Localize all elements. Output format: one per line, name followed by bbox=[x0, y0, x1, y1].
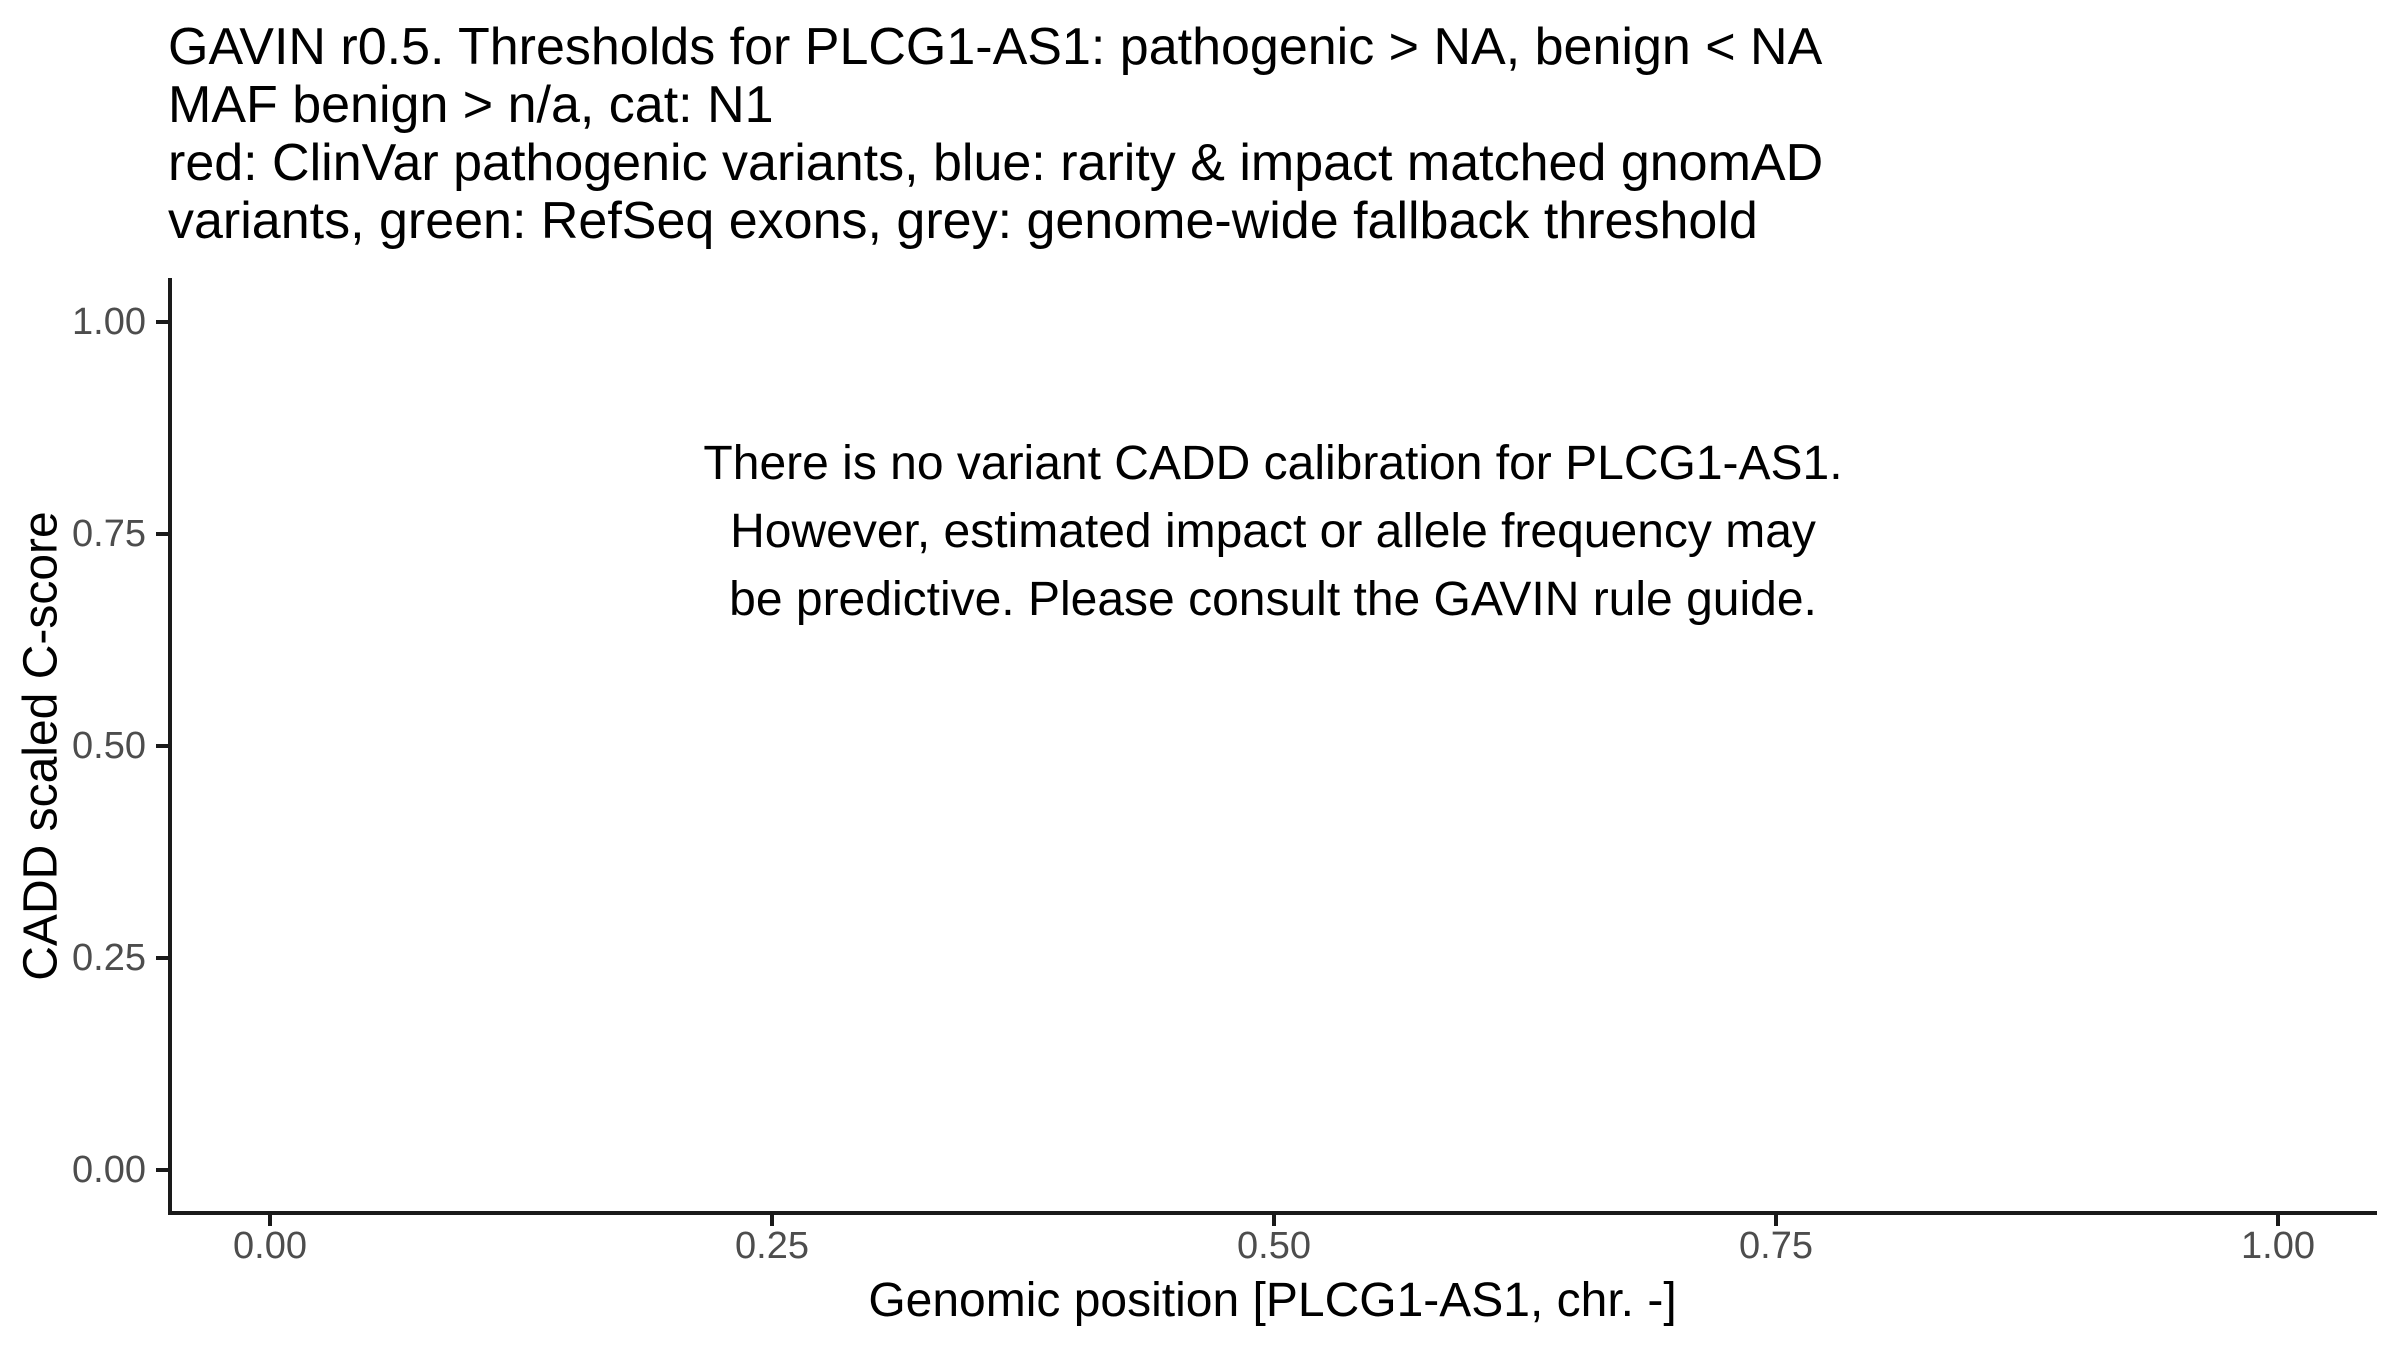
y-axis-tick-label: 0.25 bbox=[72, 937, 146, 979]
y-axis-tick-label: 0.50 bbox=[72, 725, 146, 767]
x-axis-tick-label: 0.25 bbox=[735, 1225, 809, 1267]
y-axis-tick-label: 0.00 bbox=[72, 1149, 146, 1191]
chart-title-line-3: red: ClinVar pathogenic variants, blue: rarity & impact matched gnomAD bbox=[168, 134, 1824, 192]
x-axis-title: Genomic position [PLCG1-AS1, chr. -] bbox=[868, 1274, 1677, 1327]
x-axis-tick-label: 0.50 bbox=[1237, 1225, 1311, 1267]
y-axis-tick bbox=[156, 744, 168, 748]
y-axis-title: CADD scaled C-score bbox=[14, 511, 68, 981]
annotation-line-3: be predictive. Please consult the GAVIN rule guide. bbox=[729, 573, 1817, 626]
chart-title-line-1: GAVIN r0.5. Thresholds for PLCG1-AS1: pathogenic > NA, benign < NA bbox=[168, 18, 1823, 76]
y-axis-tick-label: 1.00 bbox=[72, 301, 146, 343]
chart-title-line-2: MAF benign > n/a, cat: N1 bbox=[168, 76, 774, 134]
annotation-line-2: However, estimated impact or allele frequency may bbox=[730, 505, 1816, 558]
no-calibration-annotation bbox=[473, 430, 2073, 634]
annotation-line-1: There is no variant CADD calibration for PLCG1-AS1. bbox=[703, 437, 1843, 490]
chart-title bbox=[168, 18, 1823, 250]
x-axis-tick-label: 0.00 bbox=[233, 1225, 307, 1267]
y-axis-tick bbox=[156, 532, 168, 536]
chart-title-line-4: variants, green: RefSeq exons, grey: genome-wide fallback threshold bbox=[168, 192, 1758, 250]
y-axis-tick bbox=[156, 1168, 168, 1172]
y-axis-tick-label: 0.75 bbox=[72, 513, 146, 555]
plot-panel bbox=[168, 278, 2377, 1215]
x-axis-tick-label: 1.00 bbox=[2241, 1225, 2315, 1267]
x-axis-tick-label: 0.75 bbox=[1739, 1225, 1813, 1267]
y-axis-tick bbox=[156, 320, 168, 324]
y-axis-tick bbox=[156, 956, 168, 960]
